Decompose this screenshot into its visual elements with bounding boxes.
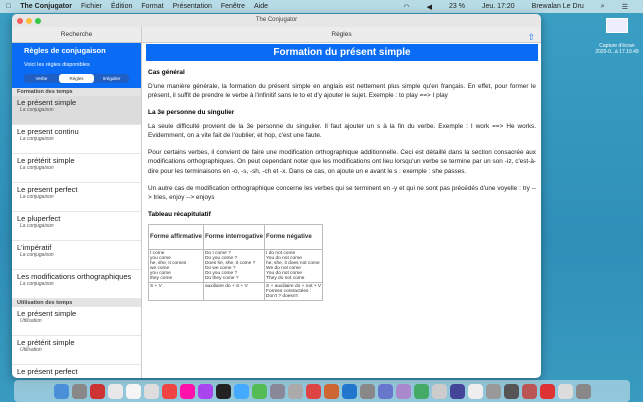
section-heading: La 3e personne du singulier [148,108,235,116]
list-item[interactable] [12,125,141,154]
app-window [12,14,541,378]
dock-app-icon[interactable] [54,384,69,399]
content-area [143,43,541,378]
dock-app-icon[interactable] [144,384,159,399]
dock-app-icon[interactable] [540,384,555,399]
section-header: Formation des temps [12,88,141,96]
table-header: Forme négative [265,224,323,249]
table-cell: auxiliaire do + S + V [203,282,264,300]
list-item[interactable] [12,241,141,270]
menu-fenetre[interactable]: Fenêtre [215,3,240,10]
dock-app-icon[interactable] [576,384,591,399]
list-item-title: Le présent simple [17,309,77,318]
list-item-subtitle: Utilisation [20,318,42,324]
list-item-title: Les modifications orthographiques [17,272,132,281]
table-row [149,282,323,300]
summary-table [148,224,323,301]
list-item[interactable] [12,365,141,378]
list-item-subtitle: La conjugaison [20,252,54,258]
paragraph: Un autre cas de modification orthographique concerne les verbes qui se terminent en -y et qui ne sont pas précédés d'une voyelle : try --> tries, enjoy --> enjoys [148,184,536,202]
user-menu[interactable]: Brewalan Le Dru [531,2,584,10]
segmented-control [24,74,129,83]
table-cell: S + auxiliaire do + not + V Formes contractées : Don't ? doesn't [266,283,322,299]
list-item-title: Le présent perfect [17,367,78,376]
dock-app-icon[interactable] [378,384,393,399]
wifi-icon[interactable]: ◠ [403,3,410,11]
zoom-button[interactable] [35,18,41,24]
segment-verbe[interactable]: Verbe [35,76,48,81]
table-row [149,249,323,282]
table-cell: I do not come You do not come he, she, it does not come We do not come You do not come They do not come [265,249,323,282]
list-item-title: Le prétérit simple [17,338,75,347]
dock-app-icon[interactable] [504,384,519,399]
menu-edition[interactable]: Édition [105,3,128,10]
list-item-subtitle: La conjugaison [20,223,54,229]
dock-app-icon[interactable] [450,384,465,399]
paragraph: La seule difficulté provient de la 3e personne du singulier. Il faut ajouter un s à la fin du verbe. Exemple : I work ==> He works. Evidemment, on a vite fait de l'oublier, et hop, c'est une faute. [148,122,536,139]
sidebar-subtitle: Voici les règles disponibles [24,62,90,68]
list-item[interactable] [12,270,141,299]
list-item[interactable] [12,212,141,241]
sidebar-heading: Règles de conjugaison [24,46,106,55]
window-title: The Conjugator [255,17,298,23]
list-item-title: Le present continu [17,127,79,136]
minimize-button[interactable] [26,18,32,24]
app-menu[interactable]: The Conjugator [15,3,67,10]
dock-app-icon[interactable] [288,384,303,399]
menu-format[interactable]: Format [136,3,159,10]
dock-app-icon[interactable] [360,384,375,399]
paragraph: D'une manière générale, la formation du présent simple en anglais est nettement plus simple qu'en français. En effet, pour former le présent, il suffit de prendre le verbe à l'infinitif sans le to et d'y ajouter le sujet. Exemple : to play ==> I play [148,83,536,100]
segment-regles[interactable]: Règles [59,74,94,83]
list-item-subtitle: La conjugaison [20,107,54,113]
section-heading: Cas général [148,69,185,76]
section-heading: Tableau récapitulatif [148,210,211,218]
page-title: Formation du présent simple [146,44,538,61]
dock-app-icon[interactable] [396,384,411,399]
title-bar [12,14,541,27]
menu-fichier[interactable]: Fichier [75,3,97,10]
table-header: Forme interrogative [203,224,264,249]
list-item-title: Le pluperfect [17,214,61,223]
list-item-subtitle: Utilisation [20,347,42,353]
list-item-subtitle: La conjugaison [20,194,54,200]
dock-app-icon[interactable] [486,384,501,399]
list-item[interactable] [12,96,141,125]
list-item[interactable] [12,154,141,183]
dock-app-icon[interactable] [306,384,321,399]
sidebar-title: Recherche [12,27,142,42]
file-label: Capture d'écran [599,43,635,49]
sidebar [12,43,142,378]
rules-list[interactable] [12,88,141,378]
table-header: Forme affirmative [149,224,204,249]
dock-app-icon[interactable] [72,384,87,399]
desktop-file[interactable] [592,18,642,55]
dock-app-icon[interactable] [414,384,429,399]
menu-aide[interactable]: Aide [248,3,263,10]
dock-app-icon[interactable] [108,384,123,399]
dock-app-icon[interactable] [270,384,285,399]
dock-app-icon[interactable] [198,384,213,399]
clock[interactable]: Jeu. 17:20 [481,2,515,10]
list-item-title: L'impératif [17,243,52,252]
section-header: Utilisation des temps [12,299,141,307]
dock-app-icon[interactable] [324,384,339,399]
file-label-date: 2020-0...à 17.19.49 [595,49,639,55]
battery-status[interactable]: 23 % [448,2,465,10]
list-item[interactable] [12,183,141,212]
dock-app-icon[interactable] [234,384,249,399]
close-button[interactable] [17,18,23,24]
volume-icon[interactable]: ◀ [426,3,432,11]
paragraph: Pour certains verbes, il convient de faire une modification orthographique additionnelle. Ceci est détaillé dans la section consacrée aux modifications orthographiques. On peut cependant noter que les modifications ont lieu lorsqu'un verbe se termine par un son -iz, c'est-à-dire pour les terminaisons en -o, -s, -sh, -ch et -x. Dans ce cas, on ajoute un e avant le s : exemple : she passes. [148,149,536,175]
dock-app-icon[interactable] [180,384,195,399]
menu-presentation[interactable]: Présentation [167,3,207,10]
list-item-title: Le présent simple [17,98,77,107]
list-item-title: Le present perfect [17,185,78,194]
list-item-title: Le prétérit simple [17,156,75,165]
list-item-subtitle: La conjugaison [20,136,54,142]
share-icon[interactable]: ⇧ [527,32,535,42]
dock-app-icon[interactable] [558,384,573,399]
list-item[interactable] [12,307,141,336]
apple-menu-icon[interactable] [6,3,11,10]
toolbar [12,27,541,43]
table-cell: Do I come ? Do you come ? Does he, she, it come ? Do we come ? Do you come ? Do they come ? [203,249,264,282]
dock-app-icon[interactable] [216,384,231,399]
dock [14,380,630,402]
screenshot-file-icon [606,18,628,33]
dock-app-icon[interactable] [468,384,483,399]
list-item-subtitle: La conjugaison [20,165,54,171]
dock-app-icon[interactable] [126,384,141,399]
dock-app-icon[interactable] [90,384,105,399]
dock-app-icon[interactable] [432,384,447,399]
dock-app-icon[interactable] [252,384,267,399]
list-item[interactable] [12,336,141,365]
list-item-subtitle: La conjugaison [20,281,54,287]
dock-app-icon[interactable] [162,384,177,399]
table-cell: I come you come he, she, it comes we come you come they come [149,249,204,282]
menu-bar [0,0,643,13]
table-cell: S + V [149,282,204,300]
search-icon[interactable]: ⌕ [600,2,605,10]
segment-irregulier[interactable]: Irrégulier [102,76,121,81]
content-title: Règles [331,31,352,38]
control-center-icon[interactable]: ☰ [621,3,628,11]
sidebar-header [12,43,141,88]
dock-app-icon[interactable] [522,384,537,399]
dock-app-icon[interactable] [342,384,357,399]
